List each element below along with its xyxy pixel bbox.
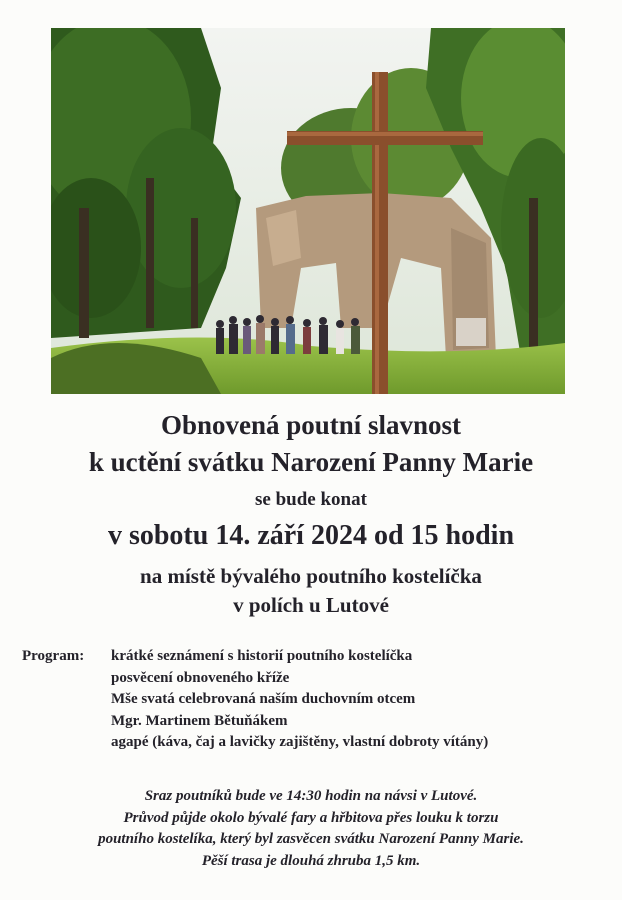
program-item: agapé (káva, čaj a lavičky zajištěny, vlastní dobroty vítány) [111, 734, 489, 750]
program-item: Mše svatá celebrovaná naším duchovním otcem [111, 691, 416, 707]
subtitle-will-take-place: se bude konat [255, 489, 367, 510]
meeting-info [0, 786, 622, 872]
location-line-2: v polích u Lutové [233, 593, 389, 617]
event-date-time: v sobotu 14. září 2024 od 15 hodin [107, 520, 515, 551]
info-line: Sraz poutníků bude ve 14:30 hodin na návsi v Lutové. [144, 788, 478, 804]
info-line: Pěší trasa je dlouhá zhruba 1,5 km. [201, 852, 421, 869]
location-line-1: na místě bývalého poutního kostelíčka [140, 564, 482, 588]
program-items [111, 646, 488, 754]
event-photo [51, 28, 565, 394]
cross-ruin-photo-illustration [51, 28, 565, 394]
program-item: krátké seznámení s historií poutního kostelíčka [111, 648, 413, 664]
program-item: Mgr. Martinem Bětuňákem [111, 712, 288, 729]
info-line: Průvod půjde okolo bývalé fary a hřbitova přes louku k torzu [123, 809, 499, 826]
program-item: posvěcení obnoveného kříže [111, 669, 290, 686]
title-line-1: Obnovená poutní slavnost [160, 410, 462, 440]
info-line: poutního kostelíka, který byl zasvěcen svátku Narození Panny Marie. [98, 831, 524, 847]
program-label: Program: [22, 648, 85, 664]
title-line-2: k uctění svátku Narození Panny Marie [88, 447, 534, 477]
